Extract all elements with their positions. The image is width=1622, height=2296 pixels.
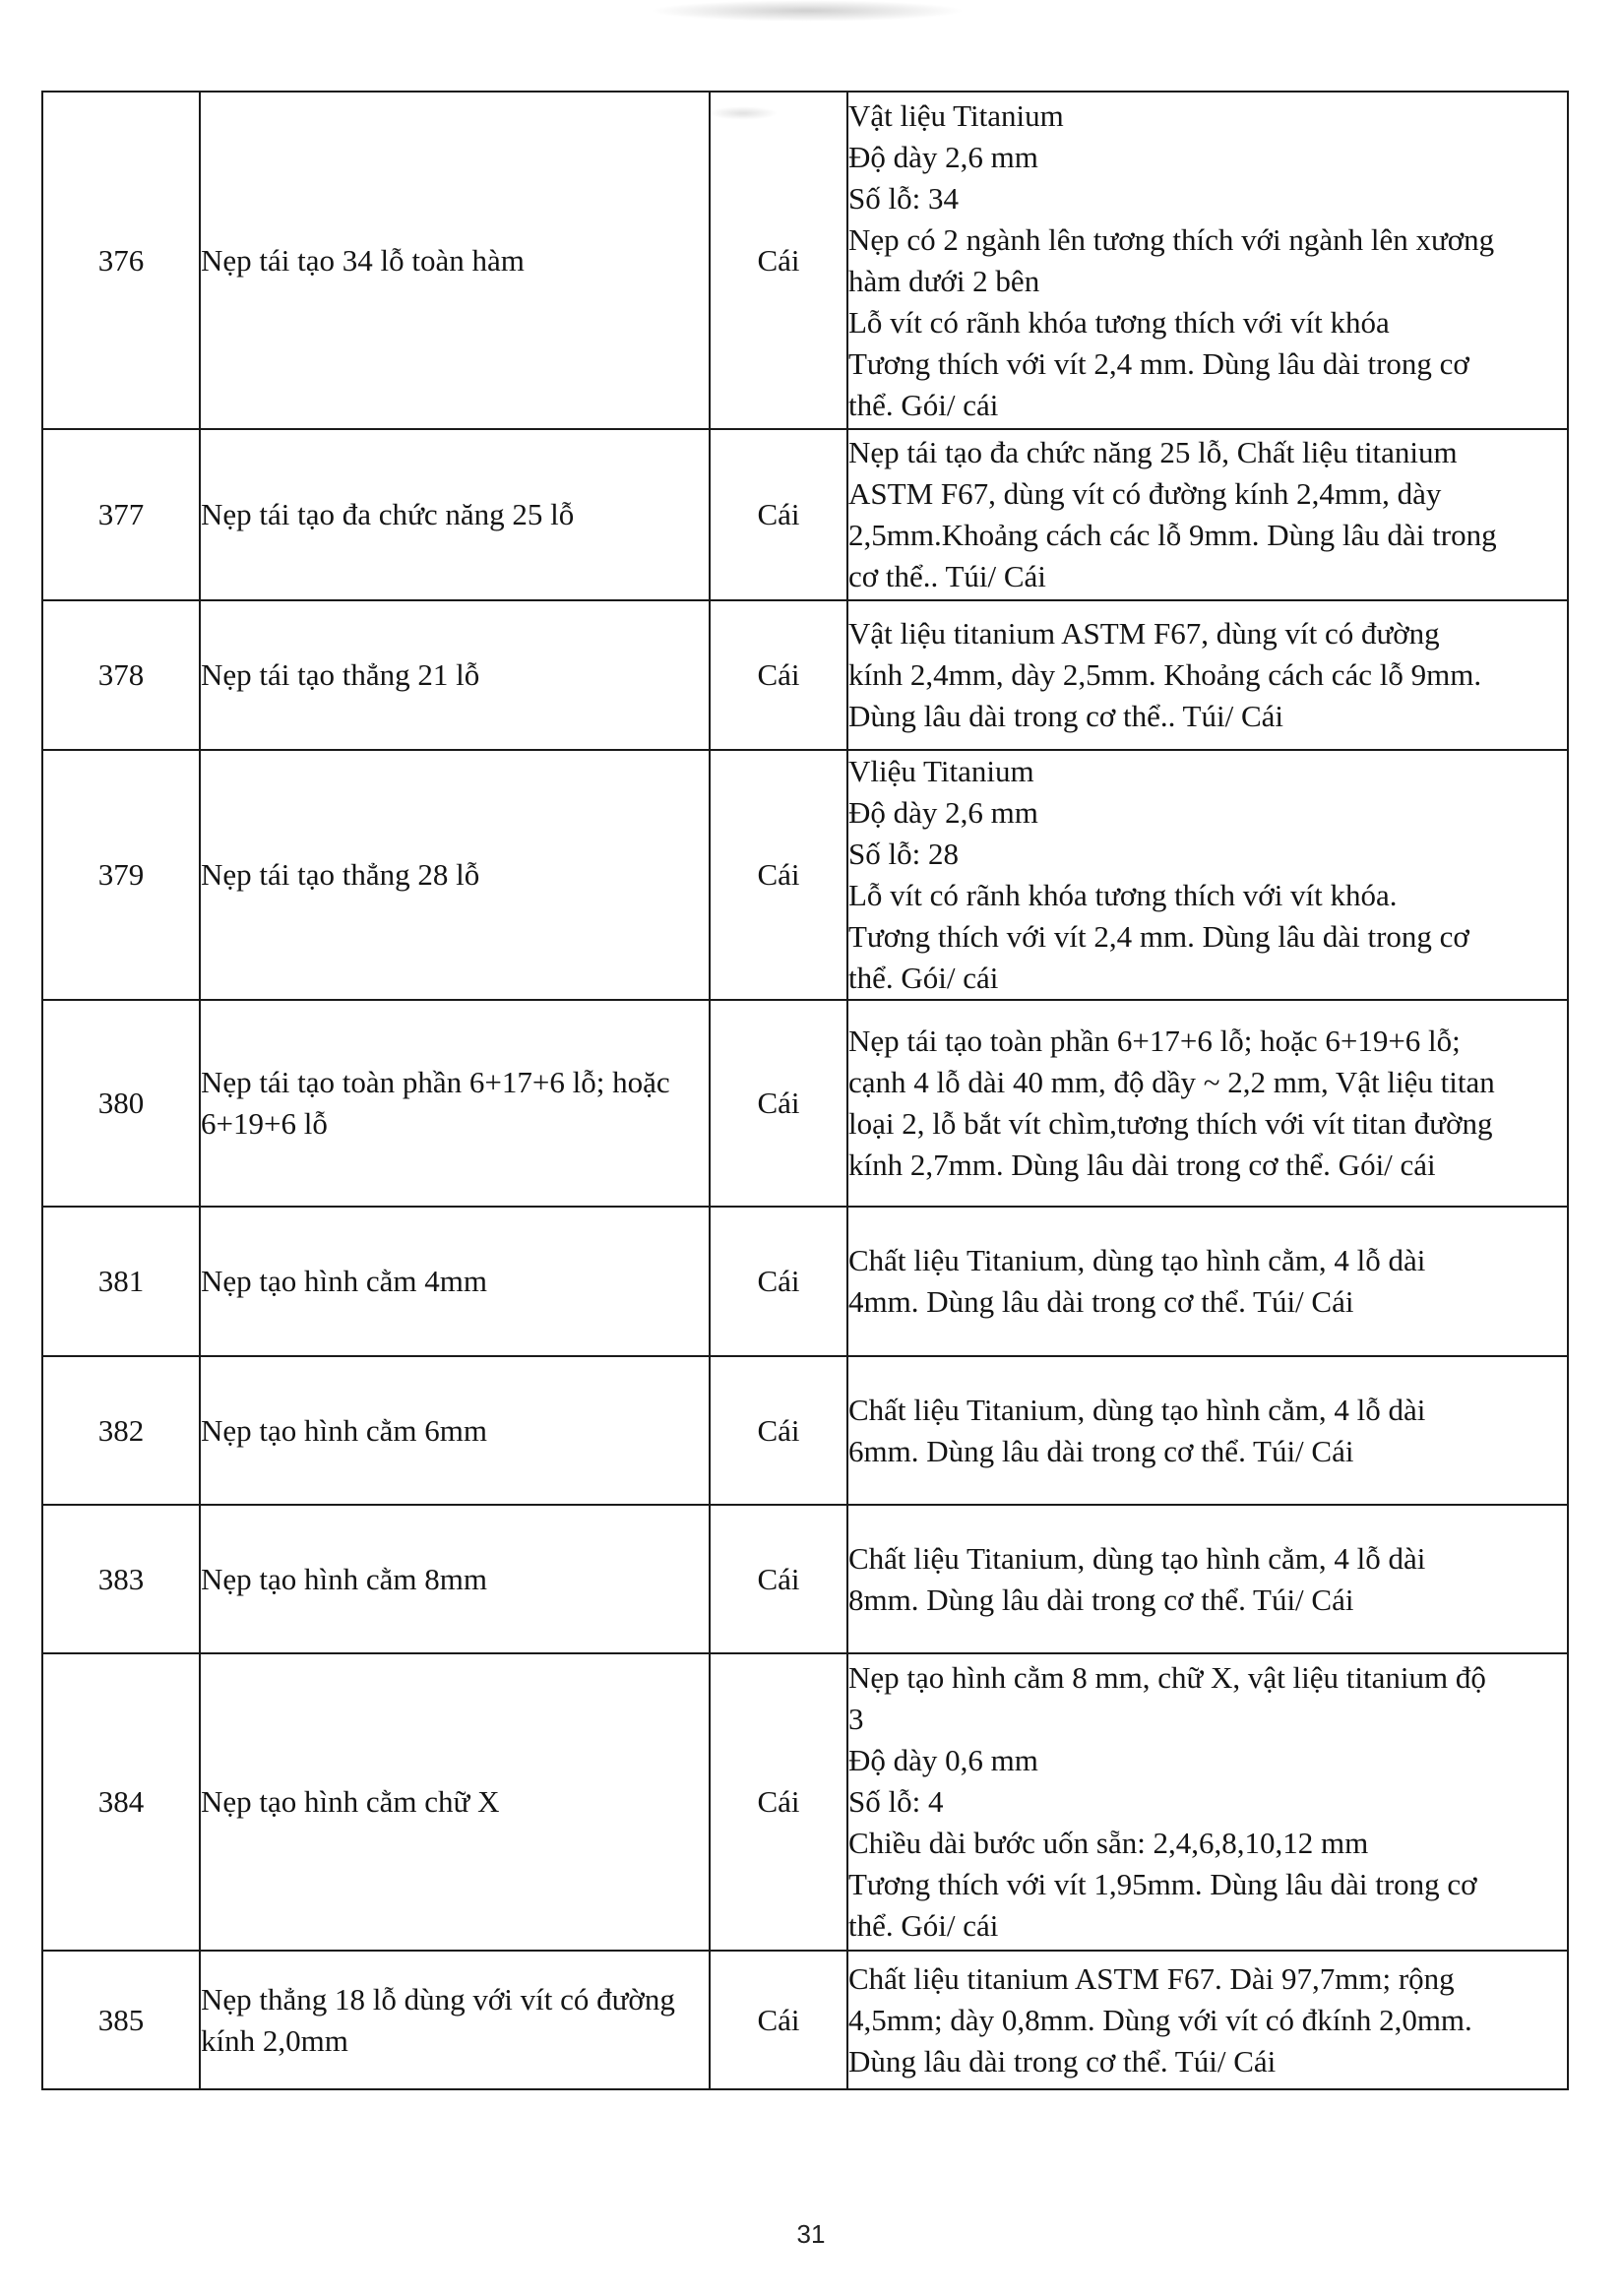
table-row [42,1505,1568,1653]
item-number: 377 [42,429,200,600]
spec-line: Tương thích với vít 1,95mm. Dùng lâu dài trong cơ [848,1867,1477,1901]
page-number: 31 [796,2219,826,2249]
item-spec [847,1505,1568,1653]
table-row [42,429,1568,600]
spec-line: Tương thích với vít 2,4 mm. Dùng lâu dài trong cơ [848,345,1469,381]
item-spec [847,750,1568,1000]
table-row [42,1951,1568,2089]
spec-line: Vliệu Titanium [848,754,1034,788]
spec-line: ASTM F67, dùng vít có đường kính 2,4mm, dày [848,476,1442,511]
item-name: Nẹp tái tạo thẳng 28 lỗ [200,750,710,1000]
spec-line: Số lỗ: 28 [848,837,959,871]
item-unit: Cái [710,1356,847,1505]
table-row [42,1207,1568,1356]
spec-line: cạnh 4 lỗ dài 40 mm, độ dầy ~ 2,2 mm, Vật liệu titan [848,1065,1495,1099]
item-spec [847,92,1568,429]
item-number: 382 [42,1356,200,1505]
spec-line: Chất liệu Titanium, dùng tạo hình cằm, 4 lỗ dài [848,1392,1426,1427]
table-row [42,1000,1568,1207]
item-name: Nẹp tái tạo đa chức năng 25 lỗ [200,429,710,600]
spec-line: Nẹp có 2 ngành lên tương thích với ngành lên xương [848,221,1495,257]
item-number: 385 [42,1951,200,2089]
spec-line: Số lỗ: 4 [848,1784,944,1819]
spec-line: cơ thể.. Túi/ Cái [848,559,1046,593]
item-number: 381 [42,1207,200,1356]
spec-line: Dùng lâu dài trong cơ thể. Túi/ Cái [848,2043,1277,2079]
item-spec [847,600,1568,750]
spec-line: Dùng lâu dài trong cơ thể.. Túi/ Cái [848,699,1283,733]
item-unit: Cái [710,600,847,750]
item-spec [847,429,1568,600]
spec-line: Độ dày 2,6 mm [848,795,1038,830]
spec-line: Độ dày 0,6 mm [848,1743,1038,1777]
item-unit: Cái [710,1653,847,1951]
spec-line: 4mm. Dùng lâu dài trong cơ thể. Túi/ Cái [848,1284,1354,1319]
item-name: Nẹp tái tạo toàn phần 6+17+6 lỗ; hoặc 6+19+6 lỗ [200,1000,710,1207]
item-name: Nẹp tạo hình cằm 8mm [200,1505,710,1653]
spec-line: Vật liệu Titanium [848,97,1064,133]
item-name: Nẹp tái tạo 34 lỗ toàn hàm [200,92,710,429]
spec-line: loại 2, lỗ bắt vít chìm,tương thích với vít titan đường [848,1106,1493,1141]
item-name: Nẹp tạo hình cằm 4mm [200,1207,710,1356]
spec-line: kính 2,7mm. Dùng lâu dài trong cơ thể. Gói/ cái [848,1148,1436,1182]
item-spec [847,1000,1568,1207]
table-row [42,92,1568,429]
item-unit: Cái [710,750,847,1000]
table-row [42,600,1568,750]
item-spec [847,1207,1568,1356]
spec-line: 6mm. Dùng lâu dài trong cơ thể. Túi/ Cái [848,1433,1354,1468]
item-unit: Cái [710,92,847,429]
spec-line: Lỗ vít có rãnh khóa tương thích với vít khóa. [848,878,1398,912]
item-number: 376 [42,92,200,429]
item-unit: Cái [710,1505,847,1653]
item-name: Nẹp tạo hình cằm 6mm [200,1356,710,1505]
item-number: 383 [42,1505,200,1653]
table-row [42,1653,1568,1951]
spec-line: Tương thích với vít 2,4 mm. Dùng lâu dài trong cơ [848,919,1469,954]
spec-line: Chất liệu titanium ASTM F67. Dài 97,7mm; rộng [848,1960,1455,1996]
spec-line: Vật liệu titanium ASTM F67, dùng vít có đường [848,616,1440,651]
spec-line: Số lỗ: 34 [848,180,959,216]
item-unit: Cái [710,1207,847,1356]
table-row [42,1356,1568,1505]
spec-line: 3 [848,1702,864,1736]
spec-line: Chất liệu Titanium, dùng tạo hình cằm, 4 lỗ dài [848,1243,1426,1277]
item-spec [847,1951,1568,2089]
spec-line: Lỗ vít có rãnh khóa tương thích với vít khóa [848,304,1390,340]
specification-table [41,91,1569,2090]
spec-line: Nẹp tái tạo đa chức năng 25 lỗ, Chất liệu titanium [848,435,1458,469]
spec-line: 2,5mm.Khoảng cách các lỗ 9mm. Dùng lâu dài trong [848,518,1497,552]
item-spec [847,1356,1568,1505]
spec-line: 8mm. Dùng lâu dài trong cơ thể. Túi/ Cái [848,1582,1354,1617]
item-number: 384 [42,1653,200,1951]
item-number: 379 [42,750,200,1000]
item-name: Nẹp thẳng 18 lỗ dùng với vít có đường kính 2,0mm [200,1951,710,2089]
spec-line: Độ dày 2,6 mm [848,139,1038,174]
spec-line: Nẹp tạo hình cằm 8 mm, chữ X, vật liệu titanium độ [848,1660,1486,1695]
spec-line: 4,5mm; dày 0,8mm. Dùng với vít có đkính 2,0mm. [848,2002,1472,2037]
item-spec [847,1653,1568,1951]
spec-line: kính 2,4mm, dày 2,5mm. Khoảng cách các lỗ 9mm. [848,657,1482,692]
item-unit: Cái [710,1951,847,2089]
item-name: Nẹp tái tạo thẳng 21 lỗ [200,600,710,750]
scan-artifact [650,0,965,22]
spec-line: Chất liệu Titanium, dùng tạo hình cằm, 4 lỗ dài [848,1540,1426,1576]
item-unit: Cái [710,1000,847,1207]
item-number: 380 [42,1000,200,1207]
spec-line: Chiều dài bước uốn sẵn: 2,4,6,8,10,12 mm [848,1826,1369,1860]
spec-line: hàm dưới 2 bên [848,263,1040,298]
spec-line: thể. Gói/ cái [848,961,999,995]
table-row [42,750,1568,1000]
spec-line: thể. Gói/ cái [848,1908,999,1943]
item-unit: Cái [710,429,847,600]
spec-line: thể. Gói/ cái [848,387,999,422]
item-number: 378 [42,600,200,750]
item-name: Nẹp tạo hình cằm chữ X [200,1653,710,1951]
spec-line: Nẹp tái tạo toàn phần 6+17+6 lỗ; hoặc 6+19+6 lỗ; [848,1024,1461,1058]
